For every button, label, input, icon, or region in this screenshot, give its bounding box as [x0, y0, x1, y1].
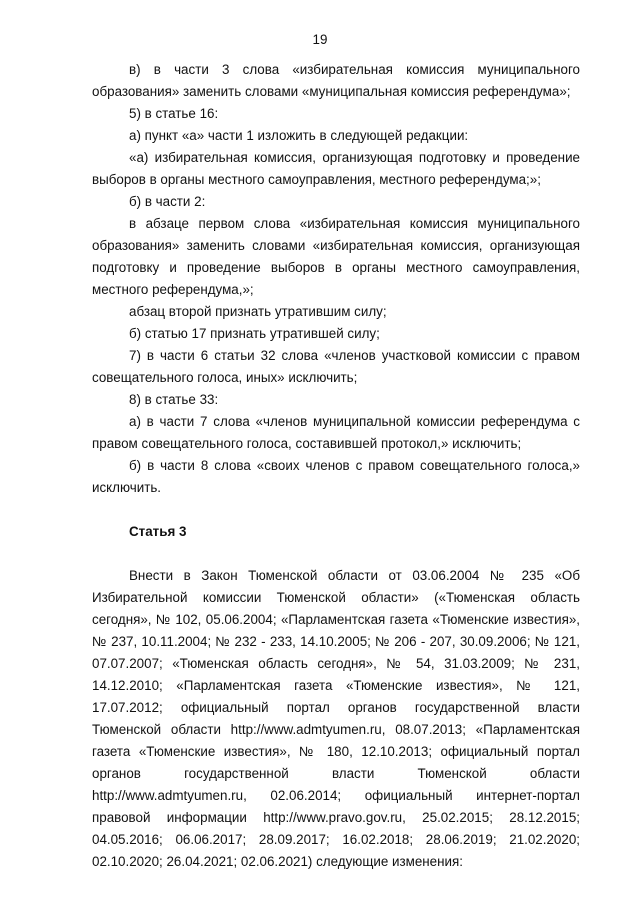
- document-body: [92, 59, 580, 873]
- page-number: 19: [312, 32, 328, 47]
- paragraph-item-7-article-32: 7) в части 6 статьи 32 слова «членов участковой комиссии с правом совещательного голоса, иных» исключить;: [92, 348, 580, 385]
- paragraph-item-a-point-a: а) пункт «а» части 1 изложить в следующей редакции:: [129, 128, 469, 143]
- paragraph-article-17: б) статью 17 признать утратившей силу;: [129, 326, 380, 341]
- paragraph-item-b-part-2: б) в части 2:: [129, 194, 206, 209]
- paragraph-first-abzats: в абзаце первом слова «избирательная комиссия муниципального образования» заменить словами «избирательная комиссия, организующая подготовку и проведение выборов в органы местного самоуправления, местного референдума,»;: [92, 216, 580, 297]
- paragraph-item-8-article-33: 8) в статье 33:: [129, 392, 219, 407]
- article-body-text: Внести в Закон Тюменской области от 03.06.2004 № 235 «Об Избирательной комиссии Тюменской области» («Тюменская область сегодня», № 102, 05.06.2004; «Парламентская газета «Тюменские известия», № 237, 10.11.2004; № 232 - 233, 14.10.2005; № 206 - 207, 30.09.2006; № 121, 07.07.2007; «Тюменская область сегодня», № 54, 31.03.2009; № 231, 14.12.2010; «Парламентская газета «Тюменские известия», № 121, 17.07.2012; официальный портал органов государственной власти Тюменской области http://www.admtyumen.ru, 08.07.2013; «Парламентская газета «Тюменские известия», № 180, 12.10.2013; официальный портал органов государственной власти Тюменской области http://www.admtyumen.ru, 02.06.2014; официальный интернет-портал правовой информации http://www.pravo.gov.ru, 25.02.2015; 28.12.2015; 04.05.2016; 06.06.2017; 28.09.2017; 16.02.2018; 28.06.2019; 21.02.2020; 02.10.2020; 26.04.2021; 02.06.2021) следующие изменения:: [92, 568, 580, 869]
- article-heading: Статья 3: [129, 524, 187, 539]
- paragraph-quoted-point-a: «а) избирательная комиссия, организующая подготовку и проведение выборов в органы местного самоуправления, местного референдума;»;: [92, 150, 580, 187]
- paragraph-item-v-part-3: в) в части 3 слова «избирательная комиссия муниципального образования» заменить словами «муниципальная комиссия референдума»;: [92, 62, 580, 99]
- paragraph-item-5-article-16: 5) в статье 16:: [129, 106, 219, 121]
- paragraph-second-abzats: абзац второй признать утратившим силу;: [129, 304, 387, 319]
- spacer: [92, 543, 580, 565]
- paragraph-item-b-part-8: б) в части 8 слова «своих членов с правом совещательного голоса,» исключить.: [92, 458, 580, 495]
- paragraph-item-a-part-7: а) в части 7 слова «членов муниципальной комиссии референдума с правом совещательного голоса, составившей протокол,» исключить;: [92, 414, 580, 451]
